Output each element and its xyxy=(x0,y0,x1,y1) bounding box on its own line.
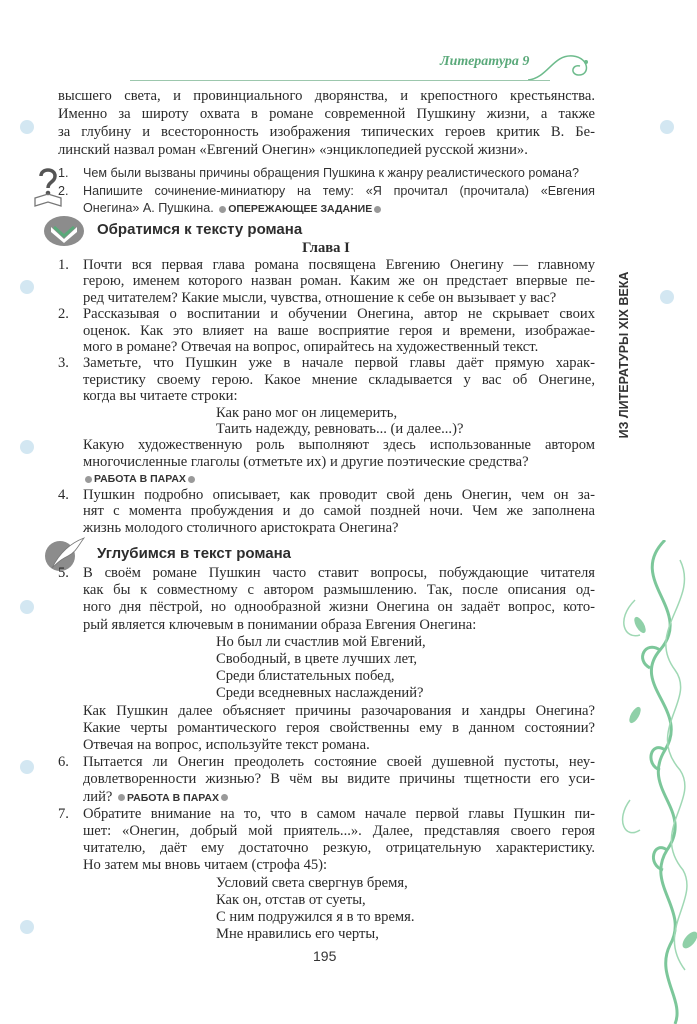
watermark-logo-icon xyxy=(20,280,34,294)
side-label-text: ИЗ ЛИТЕРАТУРЫ XIX ВЕКА xyxy=(617,271,631,438)
task-line: нят с момента пробуждения и до самой поздней ночи. Чем же заполнена xyxy=(83,503,595,520)
task-badge xyxy=(83,473,197,485)
badge-label: РАБОТА В ПАРАХ xyxy=(127,791,219,804)
item-number: 2. xyxy=(58,183,69,198)
poem-line: Как рано мог он лицемерить, xyxy=(216,404,398,421)
task-line: Пушкин подробно описывает, как проводит свой день Онегин, чем он за- 4. xyxy=(58,486,595,503)
section2-tasks xyxy=(58,565,595,943)
swirl-ornament-icon xyxy=(528,48,598,84)
badge-dot-icon xyxy=(118,794,125,801)
watermark-logo-icon xyxy=(20,120,34,134)
poem-quote xyxy=(83,875,595,944)
badge-dot-icon xyxy=(85,476,92,483)
question-item xyxy=(58,183,595,218)
badge-label: РАБОТА В ПАРАХ xyxy=(94,473,186,486)
task-line: лий? РАБОТА В ПАРАХ xyxy=(83,789,595,806)
task-line: Рассказывая о воспитании и обучении Онегина, автор не скрывает своих 2. xyxy=(58,306,595,323)
chapter-heading: Глава I xyxy=(302,240,350,256)
badge-dot-icon xyxy=(219,206,226,213)
badge-label: ОПЕРЕЖАЮЩЕЕ ЗАДАНИЕ xyxy=(228,203,373,215)
task-item xyxy=(58,805,595,944)
task-line: теристику своему герою. Какое мнение складывается у вас об Онегине, xyxy=(83,371,595,388)
task-line: читателю, даёт ему достаточно резкую, отрицательную характеристику. xyxy=(83,840,595,857)
task-line: Пытается ли Онегин преодолеть состояние своей душевной пустоты, неу- 6. xyxy=(58,754,595,771)
section-side-label xyxy=(612,237,636,472)
section1-tasks xyxy=(58,257,595,536)
task-line: Заметьте, что Пушкин уже в начале первой главы даёт прямую харак- 3. xyxy=(58,355,595,372)
section-title-deepen: Углубимся в текст романа xyxy=(97,545,291,562)
task-line: многочисленные глаголы (отметьте их) и другие поэтические средства? xyxy=(83,453,529,470)
watermark-logo-icon xyxy=(660,120,674,134)
task-line: шет: «Онегин, добрый мой приятель...». Далее, представляя своего героя xyxy=(83,823,595,840)
book-title: Литература 9 xyxy=(440,54,530,69)
paragraph-line: линский назвал роман «Евгений Онегин» «энциклопедией русской жизни». xyxy=(58,142,528,158)
item-number: 6. xyxy=(58,754,69,771)
item-number: 3. xyxy=(58,355,69,372)
poem-line: Свободный, в цвете лучших лет, xyxy=(216,651,418,668)
poem-line: Мне нравились его черты, xyxy=(216,926,379,943)
poem-line: Условий света свергнув бремя, xyxy=(216,874,408,891)
poem-line: С ним подружился я в то время. xyxy=(216,909,415,926)
task-item xyxy=(58,565,595,754)
poem-line: Среди блистательных побед, xyxy=(216,668,395,685)
paragraph-line: за глубину и всесторонность изображения типических героев критик В. Бе- xyxy=(58,124,595,140)
header-rule xyxy=(130,80,550,81)
item-number: 4. xyxy=(58,486,69,503)
task-line: рый является ключевым в понимании образа Евгения Онегина: xyxy=(83,616,477,633)
badge-dot-icon xyxy=(188,476,195,483)
paragraph-line: Именно за широту охвата в романе современной Пушкину жизни, а также xyxy=(58,106,595,122)
task-line: мого в романе? Отвечая на вопрос, опирайтесь на художественный текст. xyxy=(83,339,539,356)
task-line: Как Пушкин далее объясняет причины разочарования и хандры Онегина? xyxy=(83,702,595,719)
task-line: как бы к совместному с автором размышлению. Так, после описания од- xyxy=(83,582,595,599)
task-item xyxy=(58,754,595,806)
task-line: Какие черты романтического героя свойственны ему в данном состоянии? xyxy=(83,719,595,736)
task-line: ного дня пёстрой, но однообразной жизни Онегина он задаёт вопрос, кото- xyxy=(83,599,595,616)
intro-paragraph xyxy=(58,87,595,159)
task-line: Какую художественную роль выполняют здесь использованные автором xyxy=(83,437,595,454)
task-item xyxy=(58,306,595,356)
poem-line: Таить надежду, ревновать... (и далее...)? xyxy=(216,421,464,438)
task-item xyxy=(58,355,595,486)
task-line: Обратите внимание на то, что в самом начале первой главы Пушкин пи- 7. xyxy=(58,805,595,822)
item-number: 5. xyxy=(58,565,69,581)
question-line: Напишите сочинение-миниатюру на тему: «Я прочитал (прочитала) «Евгения 2. xyxy=(83,183,595,201)
badge-line xyxy=(83,470,595,486)
task-item xyxy=(58,486,595,536)
questions-list xyxy=(58,165,595,218)
question-line: Чем были вызваны причины обращения Пушкина к жанру реалистического романа? 1. xyxy=(83,165,595,183)
item-number: 1. xyxy=(58,166,69,180)
task-line: В своём романе Пушкин часто ставит вопросы, побуждающие читателя 5. xyxy=(58,565,595,581)
question-item xyxy=(58,165,595,183)
task-line: герою, именем которого назван роман. Каким же он предстает впервые пе- xyxy=(83,273,595,290)
watermark-logo-icon xyxy=(20,440,34,454)
task-badge xyxy=(217,203,383,215)
poem-quote xyxy=(83,634,595,703)
page-number: 195 xyxy=(313,948,337,964)
watermark-logo-icon xyxy=(660,290,674,304)
watermark-logo-icon xyxy=(20,920,34,934)
badge-dot-icon xyxy=(374,206,381,213)
watermark-logo-icon xyxy=(20,600,34,614)
task-line: ред читателем? Какие мысли, чувства, отношение к себе он вызывает у вас? xyxy=(83,289,557,306)
section-title-read: Обратимся к тексту романа xyxy=(97,221,303,238)
poem-line: Среди вседневных наслаждений? xyxy=(216,685,424,702)
task-item xyxy=(58,257,595,306)
task-line: Отвечая на вопрос, используйте текст романа. xyxy=(83,737,370,754)
poem-quote xyxy=(83,405,595,438)
task-line: оценок. Как это влияет на ваше восприятие героя и времени, изображае- xyxy=(83,322,595,339)
task-line: когда вы читаете строки: xyxy=(83,388,238,405)
badge-dot-icon xyxy=(221,794,228,801)
task-line: Но затем мы вновь читаем (строфа 45): xyxy=(83,857,328,874)
task-line: довлетворенности жизнью? В чём вы видите причины тщетности его уси- xyxy=(83,771,595,788)
item-number: 7. xyxy=(58,805,69,822)
task-line: Почти вся первая глава романа посвящена Евгению Онегину — главному 1. xyxy=(58,257,595,273)
task-badge xyxy=(116,792,230,804)
poem-line: Как он, отстав от суеты, xyxy=(216,891,366,908)
item-number: 2. xyxy=(58,306,69,323)
paragraph-line: высшего света, и провинциального дворянства, и крепостного крестьянства. xyxy=(58,88,595,104)
vine-ornament-icon xyxy=(605,540,697,1024)
question-line: Онегина» А. Пушкина. ОПЕРЕЖАЮЩЕЕ ЗАДАНИЕ xyxy=(83,200,595,218)
task-line: жизнь молодого столичного аристократа Онегина? xyxy=(83,519,399,536)
watermark-logo-icon xyxy=(20,760,34,774)
poem-line: Но был ли счастлив мой Евгений, xyxy=(216,633,426,650)
item-number: 1. xyxy=(58,257,69,273)
